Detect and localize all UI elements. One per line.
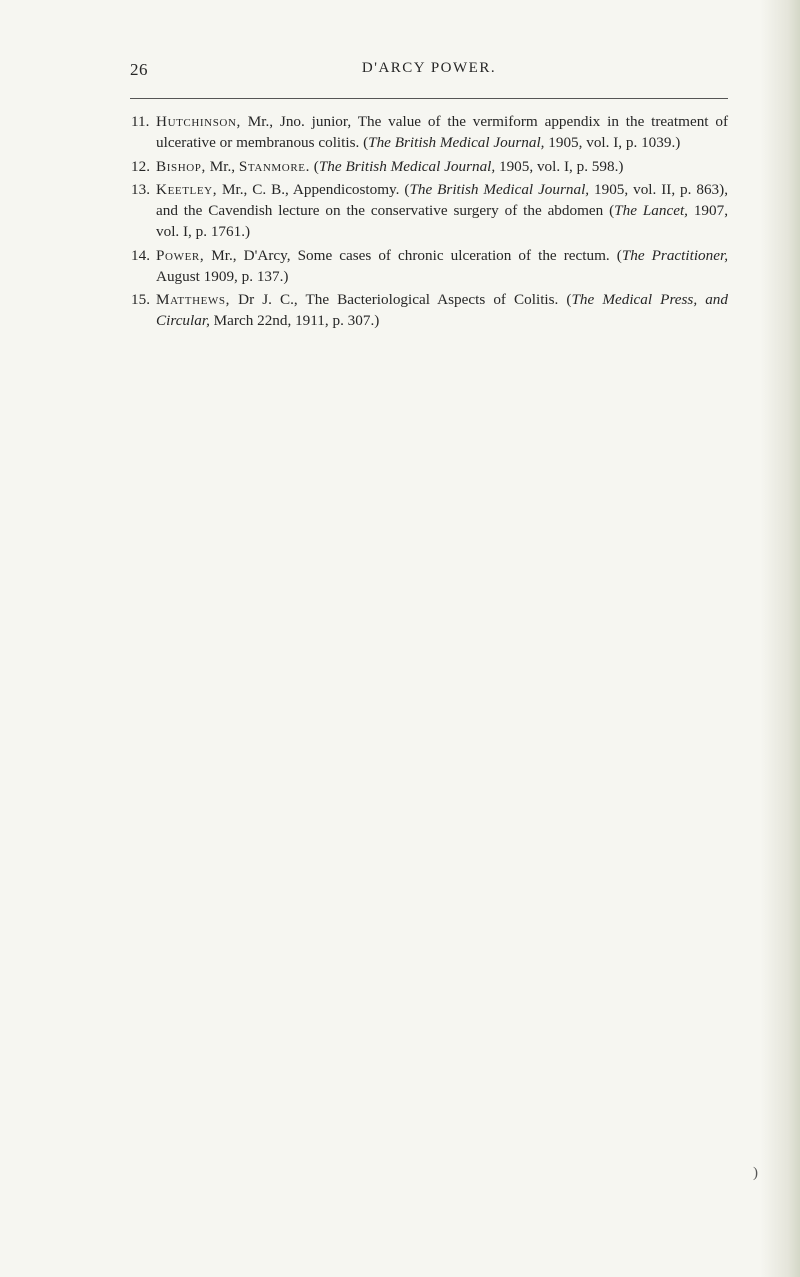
page-header (130, 60, 728, 90)
reference-citation: March 22nd, 1911, p. 307.) (209, 312, 380, 330)
reference-list (131, 112, 728, 335)
reference-item (131, 112, 728, 154)
header-rule (130, 98, 728, 99)
reference-citation: 1905, vol. I, p. 1039.) (544, 133, 681, 151)
reference-citation: 1907, vol. I, p. 1761.) (156, 202, 729, 240)
reference-text: Mr., Jno. junior, The value of the vermiform appendix in the treatment of ulcerative or membranous colitis. ( (156, 113, 728, 151)
reference-number: 15. (131, 291, 150, 309)
reference-author: Keetley, (156, 181, 218, 199)
reference-item (131, 290, 728, 332)
reference-journal: The Lancet, (614, 202, 688, 220)
reference-item (131, 180, 728, 242)
reference-citation: August 1909, p. 137.) (156, 267, 289, 285)
reference-number: 12. (131, 157, 150, 175)
reference-number: 11. (131, 113, 150, 130)
reference-item (131, 246, 728, 288)
reference-citation: 1905, vol. I, p. 598.) (495, 157, 624, 175)
reference-author: Power, (156, 246, 205, 264)
stray-scan-mark: ) (753, 1165, 758, 1181)
reference-text: 1905, vol. II, p. 863), and the Cavendish lecture on the conservative surgery of the abdomen ( (156, 181, 728, 220)
reference-journal: The British Medical Journal, (318, 157, 496, 175)
reference-item (131, 157, 728, 178)
reference-journal: The British Medical Journal, (409, 181, 590, 199)
reference-text: Mr., (205, 157, 239, 175)
reference-journal: The Medical Press, and Circular, (156, 291, 728, 330)
reference-journal: The Practitioner, (621, 246, 728, 264)
reference-text: Mr., C. B., Appendicostomy. ( (217, 181, 410, 199)
reference-author: Matthews, (156, 291, 231, 309)
reference-text: ( (310, 157, 319, 175)
running-head: D'ARCY POWER. (361, 60, 497, 76)
reference-text: Mr., D'Arcy, Some cases of chronic ulceration of the rectum. ( (204, 246, 622, 264)
reference-text: Dr J. C., The Bacteriological Aspects of Colitis. ( (230, 291, 572, 309)
reference-number: 13. (131, 181, 150, 199)
reference-author-place: Stanmore. (238, 157, 310, 175)
reference-number: 14. (131, 246, 150, 264)
reference-author: Hutchinson, (156, 113, 241, 130)
reference-journal: The British Medical Journal, (368, 133, 545, 151)
page-edge-shading (760, 0, 800, 1277)
reference-author: Bishop, (156, 157, 206, 175)
page-number: 26 (130, 60, 148, 79)
